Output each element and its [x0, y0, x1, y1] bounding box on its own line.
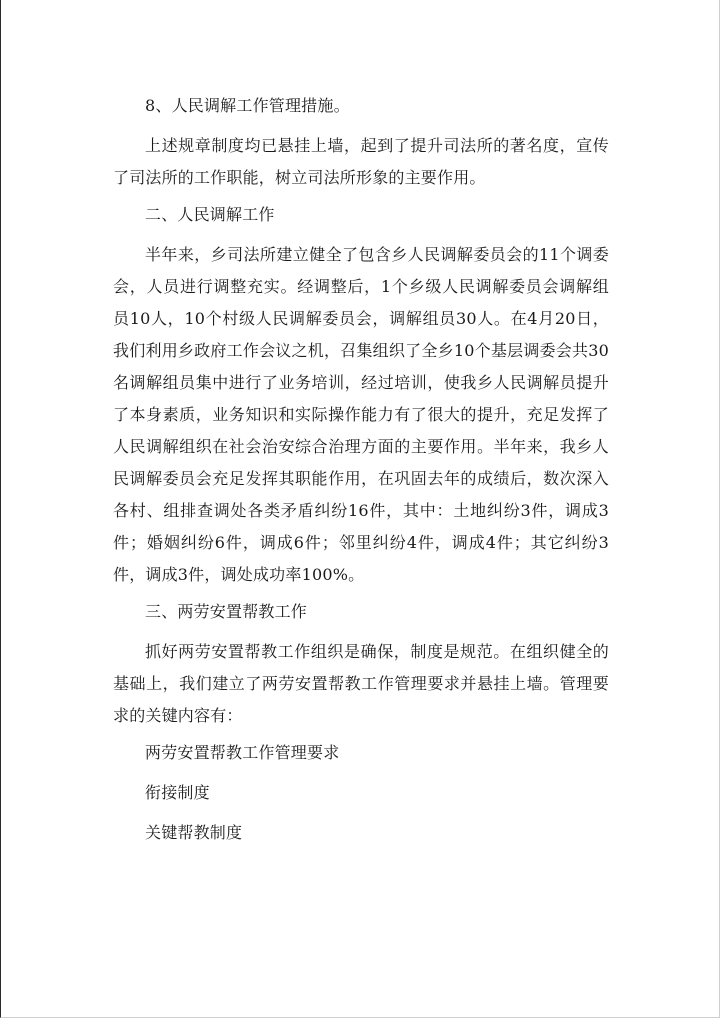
paragraph-mediation: 半年来，乡司法所建立健全了包含乡人民调解委员会的11个调委会，人员进行调整充实。经调整后，1个乡级人民调解委员会调解组员10人，10个村级人民调解委员会，调解组员30人。在4月20日，我们利用乡政府工作会议之机，召集组织了全乡10个基层调委会共30名调解组员集中进行了业务培训，经过培训，使我乡人民调解员提升了本身素质，业务知识和实际操作能力有了很大的提升，充足发挥了人民调解组织在社会治安综合治理方面的主要作用。半年来，我乡人民调解委员会充足发挥其职能作用，在巩固去年的成绩后，数次深入各村、组排查调处各类矛盾纠纷16件，其中：土地纠纷3件，调成3件；婚姻纠纷6件，调成6件；邻里纠纷4件，调成4件；其它纠纷3件，调成3件，调处成功率100%。: [113, 245, 609, 584]
section-item-8: 8、人民调解工作管理措施。: [145, 96, 350, 115]
paragraph-resettlement: 抓好两劳安置帮教工作组织是确保，制度是规范。在组织健全的基础上，我们建立了两劳安置帮教工作管理要求并悬挂上墙。管理要求的关键内容有：: [113, 642, 609, 725]
section-heading-resettlement: 三、两劳安置帮教工作: [145, 602, 308, 621]
document-body: [113, 90, 609, 857]
list-item-connection-system: 衔接制度: [145, 783, 210, 802]
list-item-key-assistance-system: 关键帮教制度: [145, 823, 243, 842]
list-item-requirements: 两劳安置帮教工作管理要求: [145, 743, 340, 762]
section-heading-mediation: 二、人民调解工作: [145, 205, 275, 224]
paragraph-regulations: 上述规章制度均已悬挂上墙，起到了提升司法所的著名度，宣传了司法所的工作职能，树立司法所形象的主要作用。: [113, 136, 609, 187]
